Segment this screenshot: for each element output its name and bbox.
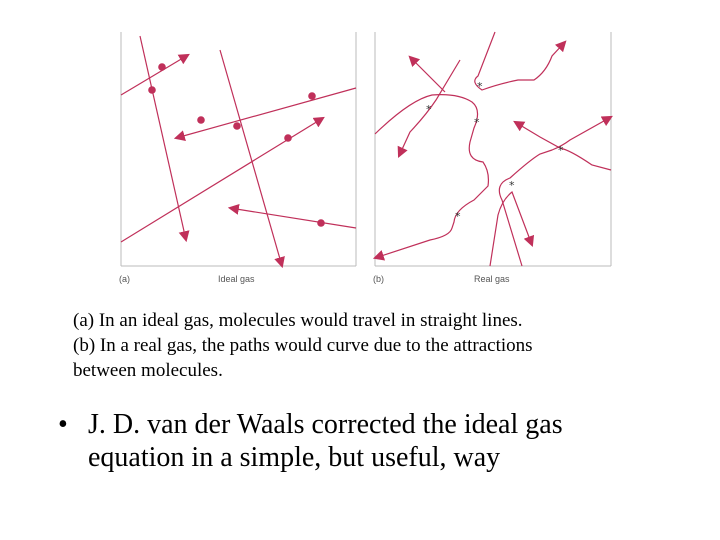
interaction-marker: *: [558, 144, 564, 157]
interaction-marker: *: [509, 179, 515, 192]
panel-real-gas: [373, 32, 611, 284]
panel-b-tag: (b): [373, 274, 384, 284]
ideal-path-6: [230, 208, 356, 228]
interaction-marker: *: [474, 116, 480, 129]
ideal-path-4: [220, 50, 282, 266]
real-path-7: [410, 57, 445, 92]
real-path-1: [375, 95, 488, 258]
bullet-point: [58, 408, 698, 474]
panel-a-tag: (a): [119, 274, 130, 284]
interaction-marker: *: [426, 103, 432, 116]
interaction-marker: *: [455, 210, 461, 223]
panel-ideal-gas: [119, 32, 356, 284]
ideal-path-5: [121, 118, 323, 242]
bullet-text-line: equation in a simple, but useful, way: [88, 442, 501, 473]
bullet-text-line: J. D. van der Waals corrected the ideal gas: [88, 409, 563, 440]
ideal-molecule: [148, 86, 156, 94]
caption-line: (a) In an ideal gas, molecules would travel in straight lines.: [73, 310, 523, 331]
panel-a-title: Ideal gas: [218, 274, 255, 284]
ideal-molecule: [197, 116, 205, 124]
interaction-marker: *: [477, 80, 483, 93]
ideal-path-3: [176, 88, 356, 138]
ideal-molecule: [308, 92, 316, 100]
panel-b-title: Real gas: [474, 274, 510, 284]
real-path-3: [499, 117, 611, 266]
ideal-molecule: [284, 134, 292, 142]
real-path-2: [475, 32, 565, 90]
ideal-molecule: [233, 122, 241, 130]
ideal-molecule: [317, 219, 325, 227]
figure-caption: [73, 308, 673, 383]
caption-line: between molecules.: [73, 360, 223, 381]
bullet-icon: •: [58, 409, 68, 440]
ideal-molecule: [158, 63, 166, 71]
caption-line: (b) In a real gas, the paths would curve due to the attractions: [73, 335, 533, 356]
